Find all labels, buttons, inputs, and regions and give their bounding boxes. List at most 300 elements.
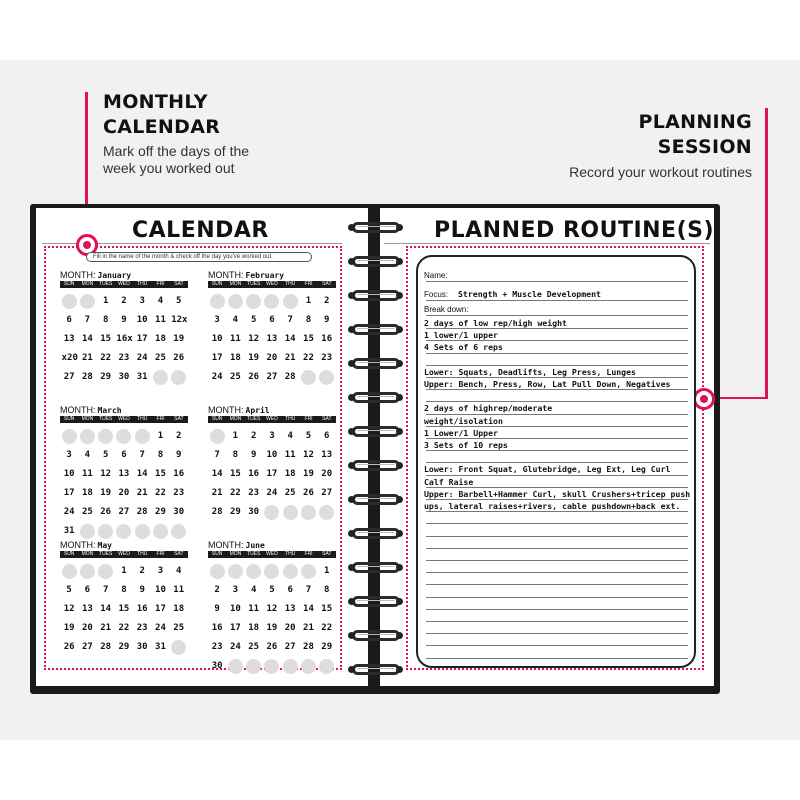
ruled-line [426, 401, 688, 402]
routine-entry[interactable]: 2 days of low rep/high weight [424, 318, 567, 328]
day-circle[interactable]: 21 [303, 623, 314, 633]
day-circle[interactable]: 18 [229, 353, 241, 363]
day-circle[interactable]: 4 [232, 315, 239, 325]
day-circle[interactable]: 1 [324, 566, 330, 576]
day-circle[interactable]: 10 [155, 585, 166, 595]
day-circle[interactable]: 14 [303, 604, 314, 614]
day-circle[interactable]: 19 [100, 488, 112, 498]
ruled-line [426, 584, 688, 585]
day-circle[interactable] [62, 429, 77, 444]
day-circle[interactable]: 2 [139, 566, 145, 576]
day-circle[interactable]: 3 [157, 566, 164, 576]
day-circle[interactable]: 16 [173, 469, 185, 479]
month-label [208, 405, 270, 416]
day-circle[interactable]: 17 [63, 488, 75, 498]
day-circle[interactable]: 21 [284, 353, 296, 363]
day-circle[interactable]: 20 [118, 488, 130, 498]
day-circle[interactable]: 25 [229, 372, 241, 382]
day-circle[interactable] [135, 429, 150, 444]
day-circle[interactable] [171, 524, 186, 539]
day-circle[interactable]: 27 [266, 372, 278, 382]
day-circle[interactable]: 6 [121, 450, 127, 460]
routine-entry[interactable]: Upper: Bench, Press, Row, Lat Pull Down, Negatives [424, 379, 671, 389]
day-circle[interactable] [116, 524, 131, 539]
day-circle[interactable] [264, 659, 279, 674]
calendar-instruction: Fill in the name of the month & check off the day you've worked out. [86, 252, 312, 262]
day-circle[interactable]: 16 [248, 469, 260, 479]
day-circle[interactable]: 29 [321, 642, 333, 652]
day-circle[interactable]: 27 [321, 488, 333, 498]
day-circle[interactable]: 6 [84, 585, 91, 595]
day-circle[interactable]: 10 [229, 604, 241, 614]
day-circle[interactable]: 25 [248, 642, 260, 652]
spiral-binding [344, 214, 408, 684]
day-circle[interactable]: 23 [211, 642, 223, 652]
day-circle[interactable]: 6 [269, 315, 275, 325]
day-circle[interactable]: 12x [171, 315, 188, 325]
day-circle[interactable]: 19 [63, 623, 75, 633]
day-circle[interactable]: 10 [266, 450, 278, 460]
day-circle[interactable]: 20 [81, 623, 93, 633]
day-circle[interactable]: x20 [61, 353, 78, 363]
day-circle[interactable]: 12 [248, 334, 260, 344]
day-circle[interactable]: 5 [102, 450, 109, 460]
day-circle[interactable]: 18 [284, 469, 296, 479]
day-grid [208, 292, 336, 387]
day-circle[interactable]: 23 [118, 353, 130, 363]
weekday-label: MON [81, 281, 94, 287]
day-circle[interactable]: 17 [211, 353, 223, 363]
day-circle[interactable]: 15 [303, 334, 314, 344]
binding-hole [396, 394, 403, 401]
day-circle[interactable]: 26 [248, 372, 260, 382]
day-circle[interactable]: 27 [118, 507, 130, 517]
day-circle[interactable]: 2 [250, 431, 257, 441]
day-circle[interactable]: 14 [136, 469, 148, 479]
day-circle[interactable]: 15 [229, 469, 241, 479]
day-circle[interactable]: 30 [211, 661, 223, 671]
weekday-label: MON [229, 281, 242, 287]
day-circle[interactable]: 30 [173, 507, 185, 517]
day-circle[interactable]: 27 [63, 372, 75, 382]
day-circle[interactable]: 14 [100, 604, 112, 614]
day-circle[interactable]: 24 [63, 507, 75, 517]
spiral-ring [352, 528, 400, 539]
month-name[interactable]: January [97, 271, 132, 280]
day-circle[interactable] [319, 370, 334, 385]
day-circle[interactable] [116, 429, 131, 444]
day-circle[interactable]: 9 [324, 315, 330, 325]
weekday-label: MON [229, 416, 242, 422]
day-circle[interactable]: 19 [248, 353, 260, 363]
day-circle[interactable]: 16x [116, 334, 133, 344]
planning-callout-line [765, 108, 768, 398]
day-circle[interactable]: 29 [229, 507, 241, 517]
day-circle[interactable]: 22 [321, 623, 333, 633]
day-circle[interactable]: 18 [81, 488, 93, 498]
day-circle[interactable]: 26 [303, 488, 314, 498]
day-circle[interactable]: 11 [173, 585, 185, 595]
routine-entry[interactable]: Calf Raise [424, 477, 474, 487]
ruled-line [426, 633, 688, 634]
day-circle[interactable]: 13 [81, 604, 93, 614]
day-circle[interactable]: 8 [157, 450, 164, 460]
day-circle[interactable]: 27 [284, 642, 296, 652]
day-circle[interactable]: 25 [81, 507, 93, 517]
binding-hole [396, 428, 403, 435]
day-circle[interactable]: 18 [173, 604, 185, 614]
binding-hole [348, 326, 355, 333]
day-circle[interactable]: 9 [250, 450, 257, 460]
day-circle[interactable]: 26 [173, 353, 185, 363]
day-circle[interactable] [80, 429, 95, 444]
day-circle[interactable]: 4 [250, 585, 257, 595]
routine-entry[interactable]: 3 Sets of 10 reps [424, 440, 508, 450]
day-circle[interactable]: 29 [155, 507, 166, 517]
weekday-label: SAT [322, 281, 332, 287]
day-circle[interactable]: 31 [136, 372, 148, 382]
day-circle[interactable]: 11 [248, 604, 260, 614]
month-prefix: MONTH: [208, 405, 244, 415]
routine-entry[interactable]: weight/isolation [424, 416, 503, 426]
day-circle[interactable]: 11 [155, 315, 166, 325]
day-circle[interactable]: 22 [229, 488, 241, 498]
day-circle[interactable]: 24 [136, 353, 148, 363]
binding-hole [348, 564, 355, 571]
day-circle[interactable]: 29 [100, 372, 112, 382]
day-circle[interactable]: 6 [66, 315, 72, 325]
callout-title-line: MONTHLY [103, 91, 208, 113]
weekday-label: WED [118, 281, 130, 287]
weekday-label: WED [266, 416, 278, 422]
ruled-line [426, 377, 688, 378]
day-circle[interactable]: 8 [121, 585, 127, 595]
spiral-ring [352, 630, 400, 641]
day-circle[interactable]: 5 [176, 296, 182, 306]
day-circle[interactable]: 3 [214, 315, 220, 325]
focus-value[interactable]: Strength + Muscle Development [458, 289, 601, 299]
binding-hole [396, 666, 403, 673]
weekday-label: SAT [174, 551, 184, 557]
day-circle[interactable]: 23 [173, 488, 185, 498]
day-circle[interactable]: 14 [284, 334, 296, 344]
routine-entry[interactable]: Lower: Front Squat, Glutebridge, Leg Ext, Leg Curl [424, 464, 671, 474]
day-circle[interactable] [264, 564, 279, 579]
day-circle[interactable]: 16 [211, 623, 223, 633]
day-circle[interactable]: 17 [266, 469, 278, 479]
routine-entry[interactable]: 1 Lower/1 Upper [424, 428, 498, 438]
day-circle[interactable]: 24 [229, 642, 241, 652]
day-circle[interactable]: 23 [248, 488, 260, 498]
day-circle[interactable]: 12 [303, 450, 314, 460]
day-circle[interactable] [210, 294, 225, 309]
day-circle[interactable]: 1 [102, 296, 109, 306]
ruled-line [426, 414, 688, 415]
routine-entry[interactable]: 4 Sets of 6 reps [424, 342, 503, 352]
day-circle[interactable] [301, 564, 316, 579]
day-circle[interactable] [153, 370, 168, 385]
day-circle[interactable]: 13 [284, 604, 296, 614]
month-name[interactable]: March [97, 406, 122, 415]
day-circle[interactable]: 13 [63, 334, 75, 344]
day-circle[interactable]: 1 [232, 431, 239, 441]
month-block [60, 405, 188, 535]
day-circle[interactable]: 12 [266, 604, 278, 614]
day-circle[interactable]: 25 [155, 353, 166, 363]
day-circle[interactable]: 12 [63, 604, 75, 614]
spiral-ring [352, 324, 400, 335]
day-circle[interactable]: 3 [232, 585, 239, 595]
month-name[interactable]: April [245, 406, 270, 415]
day-circle[interactable]: 2 [176, 431, 182, 441]
ruled-line [426, 281, 688, 282]
day-circle[interactable]: 28 [100, 642, 112, 652]
day-circle[interactable]: 22 [100, 353, 112, 363]
day-circle[interactable]: 4 [176, 566, 182, 576]
day-circle[interactable]: 3 [139, 296, 145, 306]
routine-entry[interactable]: 1 lower/1 upper [424, 330, 498, 340]
day-circle[interactable]: 15 [100, 334, 112, 344]
weekday-label: TUES [247, 281, 261, 287]
weekday-label: THU [137, 281, 148, 287]
day-circle[interactable]: 28 [81, 372, 93, 382]
day-circle[interactable]: 24 [211, 372, 223, 382]
day-circle[interactable] [171, 370, 186, 385]
day-circle[interactable] [228, 659, 243, 674]
day-circle[interactable]: 21 [136, 488, 148, 498]
day-circle[interactable]: 21 [211, 488, 223, 498]
month-name[interactable]: May [97, 541, 112, 550]
routine-entry[interactable]: Upper: Barbell+Hammer Curl, skull Crushers+tricep push [424, 489, 691, 499]
weekday-label: TUES [247, 416, 261, 422]
day-circle[interactable]: 19 [266, 623, 278, 633]
day-circle[interactable]: 15 [321, 604, 333, 614]
day-circle[interactable]: 6 [324, 431, 330, 441]
day-circle[interactable] [62, 564, 77, 579]
day-circle[interactable]: 5 [250, 315, 257, 325]
callout-title-line: SESSION [657, 136, 752, 158]
day-circle[interactable]: 31 [155, 642, 166, 652]
day-circle[interactable]: 18 [155, 334, 166, 344]
day-circle[interactable]: 1 [121, 566, 127, 576]
day-circle[interactable] [98, 564, 113, 579]
day-circle[interactable]: 7 [287, 315, 293, 325]
day-circle[interactable]: 28 [303, 642, 314, 652]
day-circle[interactable]: 20 [321, 469, 333, 479]
day-circle[interactable]: 13 [321, 450, 333, 460]
day-circle[interactable]: 6 [287, 585, 293, 595]
day-circle[interactable]: 2 [214, 585, 220, 595]
spiral-ring [352, 596, 400, 607]
day-circle[interactable]: 10 [211, 334, 223, 344]
routine-entry[interactable]: Lower: Squats, Deadlifts, Leg Press, Lunges [424, 367, 636, 377]
day-circle[interactable]: 20 [266, 353, 278, 363]
day-circle[interactable]: 8 [232, 450, 239, 460]
weekday-label: SUN [211, 281, 223, 287]
month-name[interactable]: June [245, 541, 265, 550]
day-circle[interactable]: 24 [266, 488, 278, 498]
day-circle[interactable]: 21 [100, 623, 112, 633]
day-circle[interactable]: 13 [266, 334, 278, 344]
binding-hole [348, 666, 355, 673]
day-circle[interactable]: 14 [211, 469, 223, 479]
day-circle[interactable] [283, 659, 298, 674]
day-circle[interactable]: 22 [155, 488, 166, 498]
day-circle[interactable]: 4 [157, 296, 164, 306]
day-circle[interactable]: 17 [229, 623, 241, 633]
month-prefix: MONTH: [208, 540, 244, 550]
day-grid [208, 562, 336, 676]
day-circle[interactable]: 15 [155, 469, 166, 479]
day-circle[interactable]: 4 [84, 450, 91, 460]
day-circle[interactable]: 28 [284, 372, 296, 382]
day-circle[interactable]: 23 [321, 353, 333, 363]
day-circle[interactable] [301, 659, 316, 674]
day-circle[interactable]: 16 [321, 334, 333, 344]
day-circle[interactable] [246, 294, 261, 309]
day-circle[interactable]: 9 [176, 450, 182, 460]
ruled-line [426, 548, 688, 549]
day-circle[interactable] [210, 564, 225, 579]
day-circle[interactable] [319, 659, 334, 674]
day-circle[interactable]: 9 [121, 315, 127, 325]
day-circle[interactable]: 27 [81, 642, 93, 652]
day-circle[interactable]: 26 [266, 642, 278, 652]
day-circle[interactable]: 7 [305, 585, 312, 595]
month-label [208, 540, 265, 551]
day-circle[interactable] [301, 370, 316, 385]
binding-hole [396, 530, 403, 537]
ruled-line [426, 560, 688, 561]
day-circle[interactable]: 1 [157, 431, 164, 441]
day-circle[interactable]: 5 [66, 585, 72, 595]
day-circle[interactable]: 12 [100, 469, 112, 479]
day-circle[interactable]: 7 [84, 315, 91, 325]
day-circle[interactable]: 17 [155, 604, 166, 614]
routine-entry[interactable]: ups, lateral raises+rivers, cable pushdown+back ext. [424, 501, 681, 511]
day-circle[interactable]: 11 [229, 334, 241, 344]
day-circle[interactable]: 11 [284, 450, 296, 460]
ruled-line [426, 438, 688, 439]
day-circle[interactable]: 24 [155, 623, 166, 633]
day-circle[interactable]: 9 [214, 604, 220, 614]
day-circle[interactable] [283, 564, 298, 579]
day-circle[interactable]: 2 [324, 296, 330, 306]
binding-hole [396, 224, 403, 231]
day-circle[interactable]: 14 [81, 334, 93, 344]
binding-hole [348, 224, 355, 231]
day-circle[interactable]: 22 [118, 623, 130, 633]
day-circle[interactable]: 1 [305, 296, 312, 306]
day-circle[interactable]: 20 [284, 623, 296, 633]
day-circle[interactable] [228, 294, 243, 309]
spiral-ring [352, 426, 400, 437]
day-circle[interactable]: 7 [139, 450, 145, 460]
day-circle[interactable] [135, 524, 150, 539]
day-circle[interactable]: 26 [63, 642, 75, 652]
day-circle[interactable]: 30 [248, 507, 260, 517]
day-circle[interactable]: 10 [136, 315, 148, 325]
binding-hole [396, 326, 403, 333]
day-circle[interactable]: 9 [139, 585, 145, 595]
day-circle[interactable]: 10 [63, 469, 75, 479]
spiral-ring [352, 290, 400, 301]
day-circle[interactable]: 29 [118, 642, 130, 652]
day-circle[interactable] [319, 505, 334, 520]
day-circle[interactable]: 30 [136, 642, 148, 652]
day-circle[interactable]: 26 [100, 507, 112, 517]
day-circle[interactable] [264, 294, 279, 309]
day-circle[interactable] [153, 524, 168, 539]
day-circle[interactable] [98, 524, 113, 539]
day-circle[interactable]: 5 [269, 585, 275, 595]
day-circle[interactable]: 28 [211, 507, 223, 517]
month-label [60, 270, 131, 281]
binding-hole [396, 258, 403, 265]
day-circle[interactable]: 22 [303, 353, 314, 363]
day-circle[interactable] [98, 429, 113, 444]
day-circle[interactable]: 3 [269, 431, 275, 441]
day-circle[interactable]: 16 [136, 604, 148, 614]
day-circle[interactable] [228, 564, 243, 579]
day-circle[interactable]: 17 [136, 334, 148, 344]
day-circle[interactable] [246, 564, 261, 579]
day-circle[interactable]: 8 [102, 315, 109, 325]
day-circle[interactable] [283, 294, 298, 309]
day-circle[interactable]: 30 [118, 372, 130, 382]
ruled-line [426, 450, 688, 451]
day-circle[interactable] [210, 429, 225, 444]
day-circle[interactable] [80, 564, 95, 579]
day-circle[interactable]: 18 [248, 623, 260, 633]
day-circle[interactable] [246, 659, 261, 674]
day-circle[interactable] [264, 505, 279, 520]
day-circle[interactable]: 8 [305, 315, 312, 325]
day-circle[interactable]: 13 [118, 469, 130, 479]
day-circle[interactable] [171, 640, 186, 655]
day-circle[interactable]: 19 [303, 469, 314, 479]
day-circle[interactable]: 19 [173, 334, 185, 344]
day-circle[interactable] [80, 294, 95, 309]
day-circle[interactable]: 28 [136, 507, 148, 517]
day-circle[interactable]: 4 [287, 431, 293, 441]
month-name[interactable]: February [245, 271, 285, 280]
weekday-header [60, 281, 188, 288]
routine-entry[interactable]: 2 days of highrep/moderate [424, 403, 553, 413]
day-circle[interactable]: 25 [284, 488, 296, 498]
binding-hole [348, 462, 355, 469]
weekday-label: FRI [304, 416, 313, 422]
day-circle[interactable] [283, 505, 298, 520]
day-circle[interactable]: 11 [81, 469, 93, 479]
day-circle[interactable]: 31 [63, 526, 75, 536]
day-circle[interactable]: 7 [102, 585, 109, 595]
day-circle[interactable]: 8 [324, 585, 330, 595]
day-circle[interactable]: 21 [81, 353, 93, 363]
day-circle[interactable]: 7 [214, 450, 220, 460]
day-circle[interactable]: 25 [173, 623, 185, 633]
binding-hole [348, 360, 355, 367]
day-circle[interactable]: 5 [305, 431, 312, 441]
day-circle[interactable] [62, 294, 77, 309]
day-circle[interactable] [301, 505, 316, 520]
day-circle[interactable]: 23 [136, 623, 148, 633]
day-circle[interactable]: 2 [121, 296, 127, 306]
day-circle[interactable]: 3 [66, 450, 72, 460]
day-circle[interactable]: 15 [118, 604, 130, 614]
weekday-label: SUN [211, 551, 223, 557]
day-circle[interactable] [80, 524, 95, 539]
